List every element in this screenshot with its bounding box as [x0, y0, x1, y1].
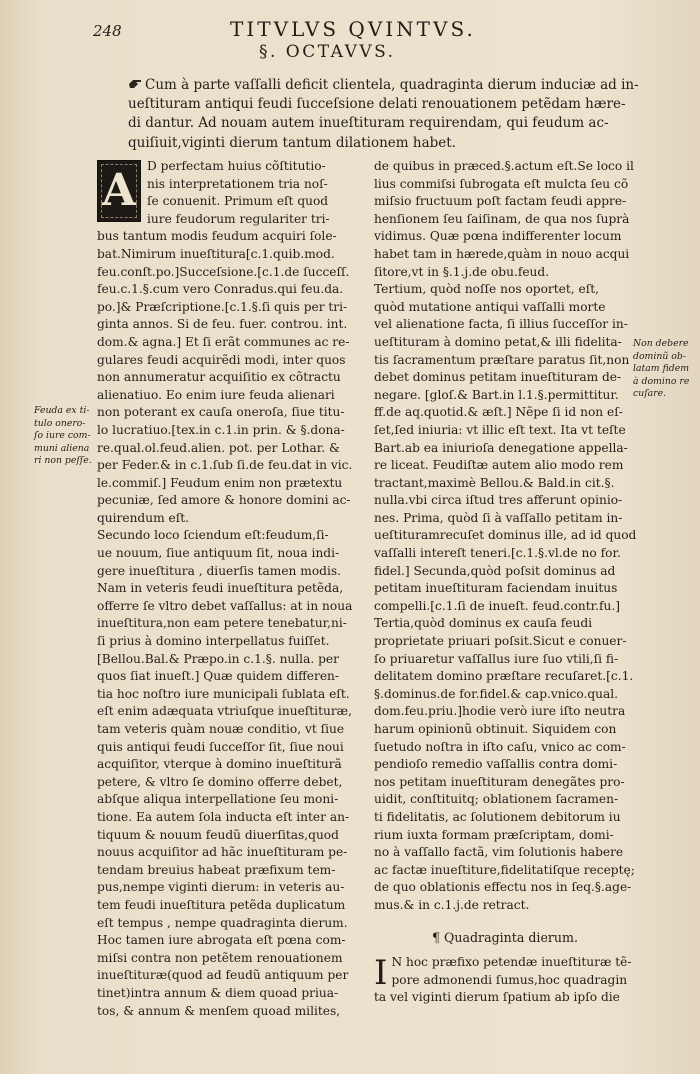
- text-line: bat.Nimirum inueſtitura[c.1.quib.mod.: [97, 246, 335, 261]
- text-line: nos petitam inueſtituram denegãtes pro-: [374, 774, 625, 789]
- text-line: feu.c.1.§.cum vero Conradus.qui feu.da.: [97, 282, 344, 297]
- text-line: vidimus. Quæ pœna indifferenter locum: [374, 229, 622, 244]
- text-line: ueſtituramrecuſet dominus ille, ad id quod: [374, 528, 636, 543]
- text-line: vaſſalli intereſt teneri.[c.1.§.vl.de no for.: [374, 546, 621, 561]
- text-line: gulares feudi acquirẽdi modi, inter quos: [97, 352, 346, 367]
- margin-note-left: [34, 405, 96, 468]
- text-line: nouus acquiſitor ad hãc inueſtituram pe-: [97, 845, 348, 860]
- text-line: nis interpretationem tria noſ-: [147, 176, 328, 191]
- text-line: quis antiqui feudi ſucceſſor ſit, ſiue noui: [97, 739, 344, 754]
- text-line: bus tantum modis feudum acquiri ſole-: [97, 229, 337, 244]
- text-line: ff.de aq.quotid.& æſt.] Nẽpe ſi id non eſ-: [374, 405, 623, 420]
- text-line: miſsi contra non petẽtem renouationem: [97, 950, 343, 965]
- margin-note-line: ſo iure com-: [34, 430, 91, 442]
- text-line: ac factæ inueſtiture,fidelitatiſque receptę;: [374, 862, 635, 877]
- text-line: non poterant ex cauſa oneroſa, ſiue titu-: [97, 405, 345, 420]
- pointing-hand-icon: [128, 78, 143, 90]
- text-line: tendam breuius habeat præfixum tem-: [97, 862, 336, 877]
- text-line: quòd mutatione antiqui vaſſalli morte: [374, 299, 606, 314]
- text-line: ginta annos. Si de feu. fuer. controu. int.: [97, 317, 348, 332]
- text-line: Secundo loco ſciendum eſt:feudum,ſi-: [97, 528, 329, 543]
- decorated-initial: A: [97, 160, 141, 222]
- summary-line: ueſtituram antiqui feudi ſucceſsione delati renouationem petẽdam hære-: [128, 96, 626, 113]
- paragraph-mark-icon: ¶: [432, 929, 445, 945]
- text-line: vel alienatione facta, ſi illius ſucceſſor in-: [374, 317, 628, 332]
- text-line: ſe conuenit. Primum eſt quod: [147, 194, 329, 209]
- text-line: ta vel viginti dierum ſpatium ab ipſo die: [374, 990, 620, 1005]
- subheading: ¶ Quadraginta dierum.: [432, 929, 578, 945]
- margin-note-line: ri non peſſe.: [34, 455, 92, 467]
- text-line: henſionem ſeu ſaiſinam, de qua nos ſuprà: [374, 211, 630, 226]
- text-line: compelli.[c.1.ſi de inueſt. feud.contr.fu.]: [374, 598, 621, 613]
- text-line: nes. Prima, quòd ſi à vaſſallo petitam in-: [374, 510, 623, 525]
- text-line: abſque aliqua interpellatione ſeu moni-: [97, 792, 339, 807]
- text-line: dom.& agna.] Et ſi erãt communes ac re-: [97, 334, 350, 349]
- text-line: eſt tempus , nempe quadraginta dierum.: [97, 915, 348, 930]
- text-line: alienatiuo. Eo enim iure feuda alienari: [97, 387, 335, 402]
- text-line: petere, & vltro ſe domino offerre debet,: [97, 774, 343, 789]
- text-line: Bart.ab ea iniurioſa denegatione appella-: [374, 440, 628, 455]
- text-line: harum opinionũ obtinuit. Siquidem con: [374, 722, 617, 736]
- margin-note-line: muni aliena: [34, 442, 90, 454]
- text-line: miſsio fructuum poſt factam feudi appre-: [374, 194, 627, 209]
- text-line: D perfectam huius cõſtitutio-: [147, 159, 326, 173]
- text-line: ue nouum, ſiue antiquum ſit, noua indi-: [97, 546, 340, 561]
- text-line: quos ſiat inueſt.] Quæ quidem differen-: [97, 669, 340, 684]
- text-line: pendioſo remedio vaſſallis contra domi-: [374, 757, 618, 772]
- text-line: lius commiſsi ſubrogata eſt mulcta ſeu cõ: [374, 176, 629, 191]
- summary-line: Cum à parte vaſſalli deficit clientela, quadraginta dierum induciæ ad in-: [128, 76, 588, 95]
- text-line: quirendum eſt.: [97, 510, 190, 525]
- text-line: tam veteris quàm nouæ conditio, vt ſiue: [97, 722, 345, 736]
- text-line: [Bellou.Bal.& Præpo.in c.1.§. nulla. per: [97, 651, 339, 666]
- text-line: ti fidelitatis, ac ſolutionem debitorum iu: [374, 809, 621, 824]
- text-line: re.qual.ol.feud.alien. pot. per Lothar. &: [97, 440, 340, 455]
- running-title: TITVLVS QVINTVS.: [230, 17, 476, 41]
- margin-note-right: [633, 338, 695, 401]
- text-line: offerre ſe vltro debet vaſſallus: at in noua: [97, 598, 353, 613]
- text-line: ſo priuaretur vaſſallus iure ſuo vtili,ſi fi-: [374, 651, 619, 666]
- text-line: feu.conſt.po.]Succeſsione.[c.1.de ſucceſſ.: [97, 264, 350, 279]
- text-line: lo lucratiuo.[tex.in c.1.in prin. & §.dona-: [97, 422, 345, 437]
- text-line: Tertia,quòd dominus ex cauſa feudi: [374, 616, 593, 631]
- text-line: negare. [gloſ.& Bart.in l.1.§.permittitur.: [374, 387, 619, 402]
- margin-note-line: Feuda ex ti-: [34, 405, 90, 416]
- text-line: Hoc tamen iure abrogata eſt pœna com-: [97, 933, 346, 948]
- text-line: acquiſitor, vterque à domino inueſtiturã: [97, 757, 342, 772]
- text-line: ſuetudo noſtra in iſto caſu, vnico ac com-: [374, 739, 626, 754]
- text-line: re liceat. Feudiſtæ autem alio modo rem: [374, 458, 624, 473]
- text-line: ſitore,vt in §.1.j.de obu.feud.: [374, 264, 550, 279]
- summary-line: quiſiuit,viginti dierum tantum dilationem habet.: [128, 134, 456, 151]
- text-line: eſt enim adæquata vtriuſque inueſtituræ,: [97, 704, 352, 719]
- right-column: [374, 158, 636, 1007]
- text-line: le.commiſ.] Feudum enim non prætextu: [97, 475, 343, 490]
- text-line: non annumeratur acquiſitio ex cõtractu: [97, 370, 341, 385]
- text-line: tractant,maximè Bellou.& Bald.in cit.§.: [374, 475, 615, 490]
- text-line: tinet)intra annum & diem quoad priua-: [97, 985, 339, 1000]
- text-line: delitatem domino præſtare recuſaret.[c.1.: [374, 669, 634, 684]
- text-line: iure feudorum regulariter tri-: [147, 211, 330, 226]
- text-line: no à vaſſallo factã, vim ſolutionis habere: [374, 845, 624, 860]
- text-line: tione. Ea autem ſola inducta eſt inter an-: [97, 809, 350, 824]
- text-line: petitam inueſtituram faciendam inuitus: [374, 581, 618, 596]
- section-title: §. OCTAVVS.: [259, 42, 396, 62]
- text-line: dom.feu.priu.]hodie verò iure iſto neutra: [374, 704, 626, 719]
- text-line: per Feder.& in c.1.ſub ſi.de feu.dat in vic.: [97, 458, 353, 473]
- page-number: 248: [93, 22, 122, 40]
- text-line: pecuniæ, ſed amore & honore domini ac-: [97, 493, 351, 508]
- margin-note-line: dominũ ob-: [633, 350, 686, 362]
- text-line: de quibus in præced.§.actum eſt.Se loco il: [374, 159, 634, 173]
- summary-paragraph: [128, 76, 639, 153]
- text-line: inueſtituræ(quod ad feudũ antiquum per: [97, 968, 349, 983]
- text-line: debet dominus petitam inueſtituram de-: [374, 370, 622, 385]
- text-line: mus.& in c.1.j.de retract.: [374, 897, 530, 912]
- text-line: rium iuxta formam præſcriptam, domi-: [374, 827, 614, 842]
- text-line: Tertium, quòd noſſe nos oportet, eſt,: [374, 282, 599, 297]
- margin-note-line: Non debere: [633, 338, 689, 349]
- text-line: §.dominus.de for.fidel.& cap.vnico.qual.: [374, 686, 619, 701]
- initial-letter: I: [374, 953, 388, 994]
- text-line: tiquum & nouum feudũ diuerſitas,quod: [97, 827, 339, 842]
- text-line: pus,nempe viginti dierum: in veteris au-: [97, 880, 345, 895]
- text-line: inueſtitura,non eam petere tenebatur,ni-: [97, 616, 347, 631]
- summary-line: di dantur. Ad nouam autem inueſtituram requirendam, qui feudum ac-: [128, 115, 609, 132]
- text-line: N hoc præfixo petendæ inueſtituræ tẽ-: [391, 955, 632, 970]
- text-line: tos, & annum & menſem quoad milites,: [97, 1003, 341, 1018]
- margin-note-line: tulo onero-: [34, 417, 86, 429]
- text-line: nulla.vbi circa iſtud tres afferunt opinio-: [374, 493, 623, 508]
- margin-note-line: cuſare.: [633, 388, 667, 400]
- text-line: ſi prius à domino interpellatus fuiſſet.: [97, 634, 330, 649]
- text-line: tis ſacramentum præſtare paratus ſit,non: [374, 352, 630, 367]
- text-line: gere inueſtitura , diuerſis tamen modis.: [97, 563, 342, 578]
- margin-note-line: à domino re: [633, 375, 690, 387]
- text-line: de quo oblationis effectu nos in ſeq.§.age-: [374, 880, 632, 895]
- text-line: ueſtituram à domino petat,& illi fidelita-: [374, 334, 622, 349]
- text-line: tia hoc noſtro iure municipali ſublata eſt.: [97, 686, 350, 701]
- text-line: ſet,ſed iniuria: vt illic eſt text. Ita vt teſte: [374, 422, 626, 437]
- text-line: uidit, conſtituitq; oblationem ſacramen-: [374, 792, 619, 807]
- text-line: po.]& Præſcriptione.[c.1.§.ſi quis per tri-: [97, 299, 348, 314]
- left-column: [97, 158, 359, 1020]
- text-line: habet tam in hærede,quàm in nouo acqui: [374, 246, 630, 261]
- text-line: proprietate priuari poſsit.Sicut e conuer-: [374, 634, 627, 649]
- text-line: tem feudi inueſtitura petẽda duplicatum: [97, 897, 346, 912]
- margin-note-line: latam fidem: [633, 363, 690, 375]
- text-line: fidel.] Secunda,quòd poſsit dominus ad: [374, 563, 616, 578]
- text-line: pore admonendi ſumus,hoc quadragin: [391, 972, 628, 987]
- text-line: Nam in veteris feudi inueſtitura petẽda,: [97, 581, 344, 596]
